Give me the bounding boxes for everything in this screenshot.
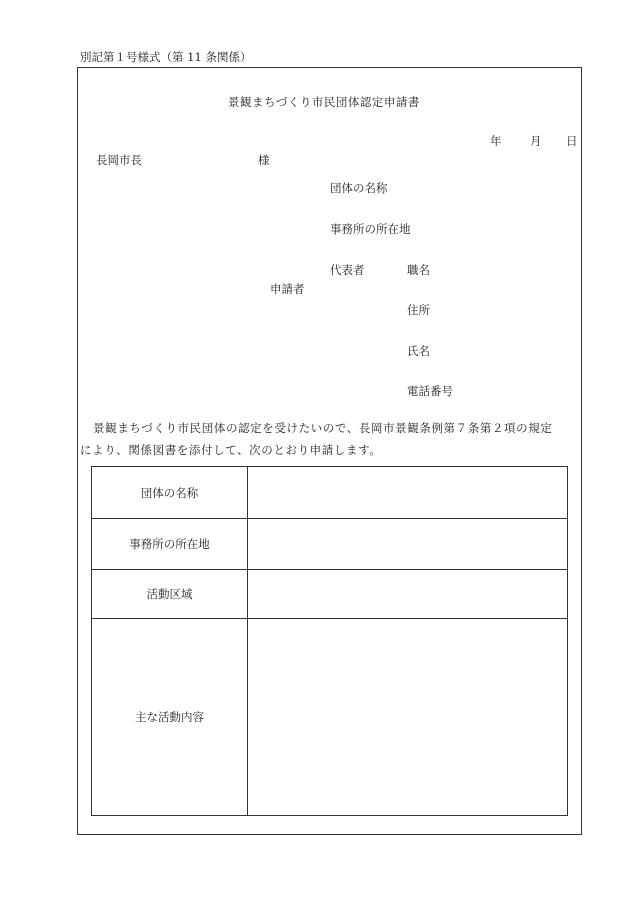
- date-year: 年: [490, 134, 502, 148]
- table-row: [92, 619, 568, 816]
- addressee-name: 長岡市長: [96, 153, 142, 167]
- table-row-value: [248, 519, 568, 570]
- table-row-label: 主な活動内容: [92, 619, 248, 816]
- applicant-title-label: 職名: [407, 263, 430, 277]
- table-row-label: 活動区域: [92, 570, 248, 619]
- applicant-address-label: 住所: [407, 303, 430, 317]
- table-row-value: [248, 619, 568, 816]
- table-row: [92, 570, 568, 619]
- body-text-line-1: 景観まちづくり市民団体の認定を受けたいので、長岡市景観条例第７条第２項の規定: [93, 421, 553, 435]
- applicant-office-address-label: 事務所の所在地: [330, 222, 411, 236]
- table-row-label: 団体の名称: [92, 467, 248, 519]
- body-text-line-2: により、関係図書を添付して、次のとおり申請します。: [80, 443, 382, 457]
- table-row-value: [248, 467, 568, 519]
- table-row: [92, 519, 568, 570]
- date-month: 月: [530, 134, 542, 148]
- table-row-label: 事務所の所在地: [92, 519, 248, 570]
- table-row: [92, 467, 568, 519]
- applicant-phone-label: 電話番号: [407, 384, 453, 398]
- applicant-representative-label: 代表者: [330, 263, 365, 277]
- applicant-label: 申請者: [270, 282, 305, 296]
- document-title: 景観まちづくり市民団体認定申請書: [228, 95, 420, 109]
- date-day: 日: [566, 134, 578, 148]
- addressee-honorific: 様: [258, 153, 270, 167]
- table-row-value: [248, 570, 568, 619]
- applicant-group-name-label: 団体の名称: [330, 181, 388, 195]
- applicant-name-label: 氏名: [407, 344, 430, 358]
- application-table: [91, 466, 568, 816]
- form-reference: 別記第１号様式（第 11 条関係）: [80, 50, 252, 64]
